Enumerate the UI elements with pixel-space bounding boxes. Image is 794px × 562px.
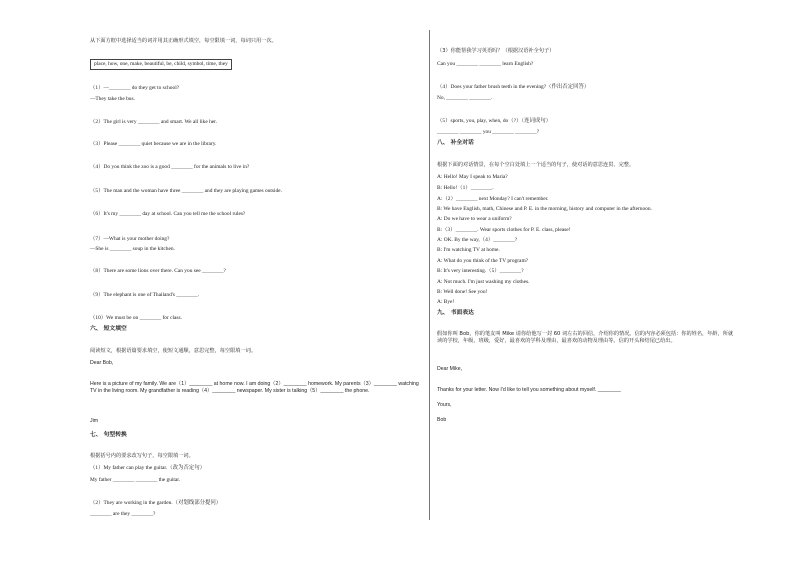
transform-answer-1: My father ________ ________ the guitar.: [90, 477, 181, 483]
dialogue-line-13: A: Bye!: [437, 299, 455, 305]
section-9-instruction: 假如你叫 Bob，你的笔友叫 Mike 请你给他写一封 60 词左右的回信，介绍你的情况。信的内容必须包括：你的姓名，年龄，所就读的学校，年级，班级，爱好，最喜欢的学科及理由，最喜欢的动物及理由等。信的开头和结尾已给出。: [437, 331, 734, 345]
section-6-title: 六、 短文填空: [90, 326, 127, 332]
dialogue-line-7: A: OK. By the way,（4）________?: [437, 237, 518, 243]
transform-question-1: （1）My father can play the guitar.（改为否定句）: [90, 465, 205, 471]
section-8-title: 八、 补全对话: [437, 140, 474, 146]
section-9-body: Thanks for your letter. Now I'd like to tell you something about myself. ________: [437, 387, 621, 393]
dialogue-line-3: A:（2）________ next Monday? I can't remember.: [437, 196, 549, 202]
dialogue-line-11: A: Not much. I'm just washing my clothes.: [437, 279, 530, 285]
section-6-greeting: Dear Bob,: [90, 360, 114, 366]
section-7-instruction: 根据括号内的要求改写句子，每空限填一词。: [90, 453, 194, 459]
dialogue-line-6: B:（3）________. Wear sports clothes for P. E. class, please!: [437, 227, 571, 233]
transform-answer-5: ________ ________ you ________ ________?: [437, 129, 540, 135]
vocab-question-6: （6）It's my ________ day at school. Can you tell me the school rules?: [90, 211, 246, 217]
vocab-question-8: （8）There are some lions over there. Can you see ________?: [90, 268, 226, 274]
section-9-title: 九、 书面表达: [437, 310, 474, 316]
vocab-question-5: （5）The man and the woman have three ________ and they are playing games outside.: [90, 188, 282, 194]
section-6-signature: Jim: [90, 418, 99, 424]
vocab-question-9: （9）The elephant is one of Thailand's ________.: [90, 292, 200, 298]
vocab-question-7b: —She is ________ soup in the kitchen.: [90, 246, 175, 252]
vocab-question-7a: （7）—What is your mother doing?: [90, 236, 170, 242]
transform-question-3: （3）你能帮我学习英语吗？（根据汉语补全句子）: [437, 48, 555, 54]
dialogue-line-1: A: Hello! May I speak to Maria?: [437, 174, 508, 180]
dialogue-line-8: B: I'm watching TV at home.: [437, 247, 500, 253]
transform-question-4: （4）Does your father brush teeth in the evening?（作出否定回答）: [437, 84, 590, 90]
section-6-passage: Here is a picture of my family. We are（1）________ at home now. I am doing（2）________ homework. My parents（3）________ watching TV in the living room. My grandfather is reading（4）________ newspaper. My sister is talking（5）________ the phone.: [90, 381, 419, 395]
transform-answer-4: No, ________ ________.: [437, 95, 493, 101]
section-8-instruction: 根据下面的对话情景，在每个空白处填上一个适当的句子，使对话的意思连贯、完整。: [437, 162, 635, 168]
vocab-question-2: （2）The girl is very ________ and smart. We all like her.: [90, 119, 218, 125]
vocab-question-10: （10）We must be on ________ for class.: [90, 315, 182, 321]
vocab-question-1b: —They take the bus.: [90, 96, 135, 102]
transform-question-5: （5）sports, you, play, when, do（?）（连词成句）: [437, 118, 552, 124]
vocab-instruction: 从下面方框中选择适当的词并用其正确形式填空，每空限填一词，每词只用一次。: [90, 38, 277, 44]
vocab-question-1a: （1）—________ do they get to school?: [90, 85, 180, 91]
dialogue-line-10: B: It's very interesting.（5）________?: [437, 268, 524, 274]
section-6-instruction: 阅读短文，根据语篇要求填空，使短文通顺，意思完整，每空限填一词。: [90, 348, 257, 354]
dialogue-line-9: A: What do you think of the TV program?: [437, 258, 529, 264]
section-9-signature: Bob: [437, 417, 447, 423]
column-divider: [429, 30, 430, 520]
word-bank-box: place, how, one, make, beautiful, be, child, symbol, time, they: [90, 59, 232, 70]
transform-answer-2: ________ are they ________?: [90, 511, 156, 517]
section-9-closing: Yours,: [437, 402, 452, 408]
dialogue-line-12: B: Well done! See you!: [437, 289, 488, 295]
dialogue-line-5: A: Do we have to wear a uniform?: [437, 216, 512, 222]
section-9-greeting: Dear Mike,: [437, 366, 463, 372]
dialogue-line-2: B: Hello!（1）________.: [437, 185, 494, 191]
dialogue-line-4: B: We have English, math, Chinese and P. E. in the morning, history and computer in the afternoon.: [437, 206, 652, 212]
vocab-question-3: （3）Please ________ quiet because we are in the library.: [90, 141, 217, 147]
section-7-title: 七、 句型转换: [90, 432, 127, 438]
transform-question-2: （2）They are working in the garden.（对划线部分提问）: [90, 500, 222, 506]
vocab-question-4: （4）Do you think the zoo is a good ________ for the animals to live in?: [90, 164, 250, 170]
transform-answer-3: Can you ________ ________ learn English?: [437, 61, 534, 67]
